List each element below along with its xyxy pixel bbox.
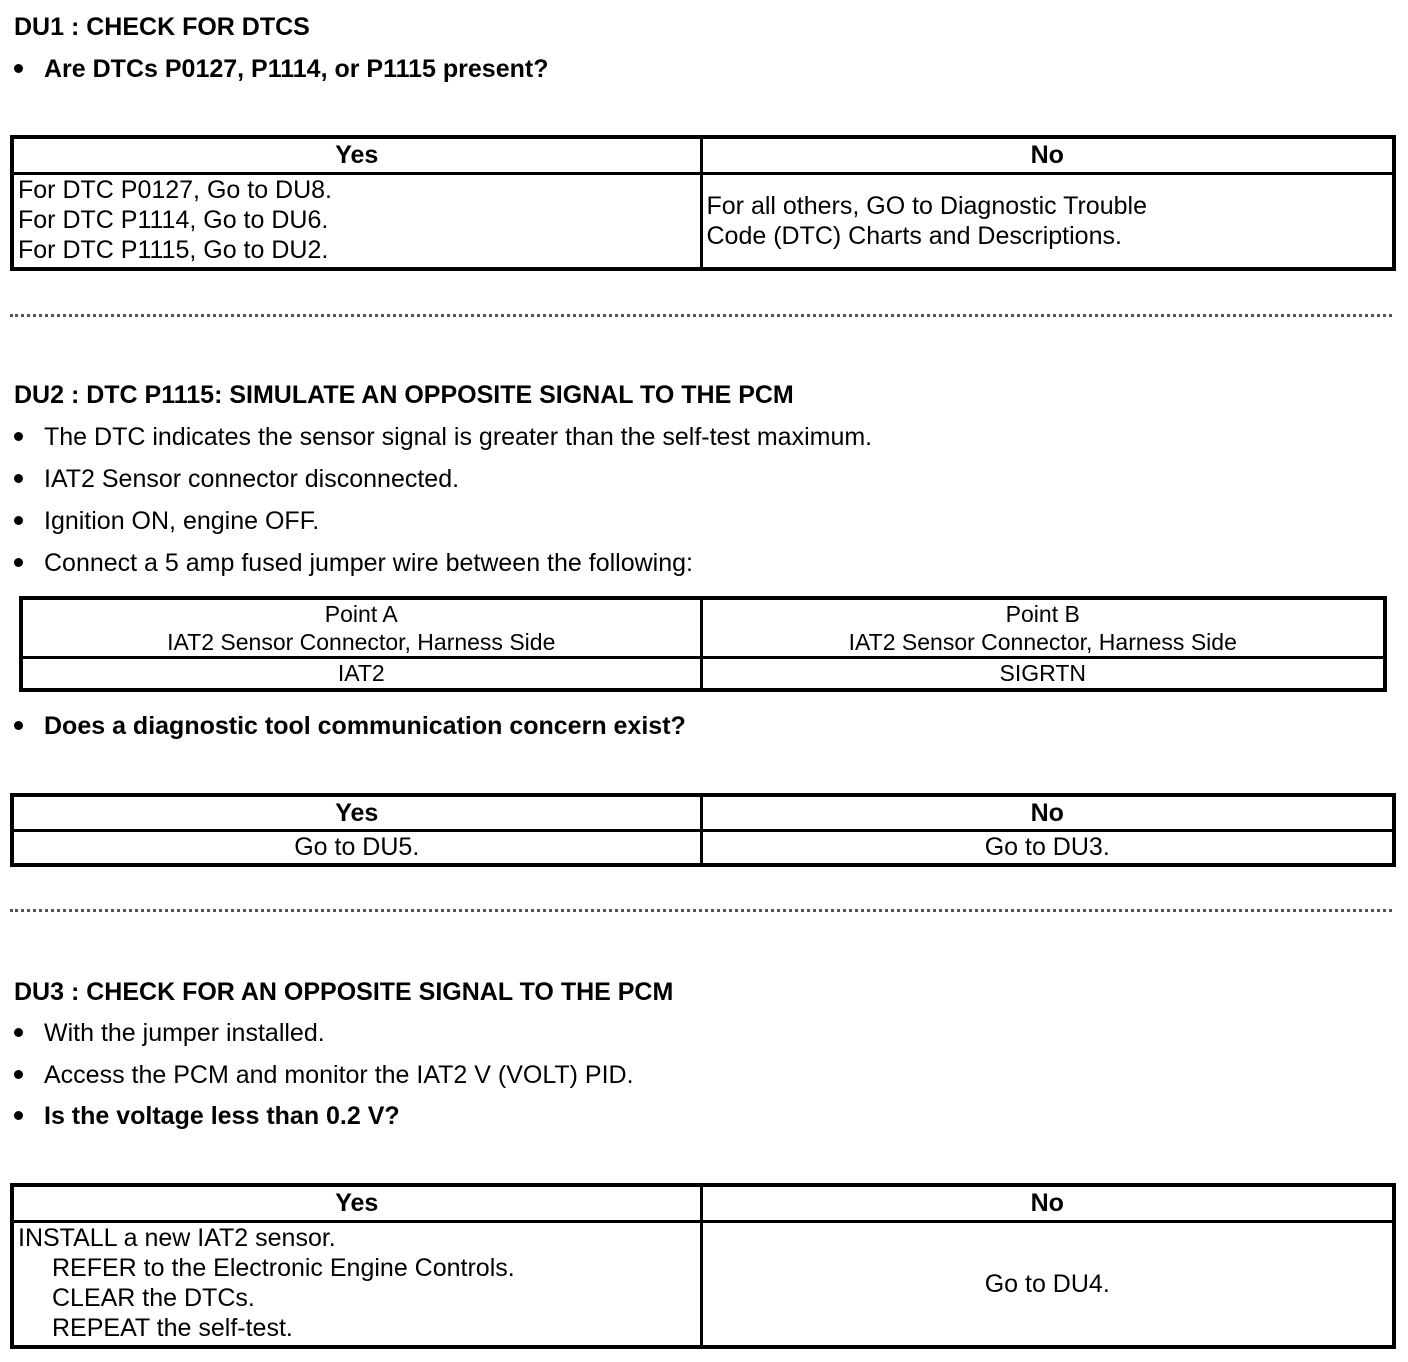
du1-no-line: For all others, GO to Diagnostic Trouble — [706, 191, 1147, 220]
bullet-icon — [14, 1028, 23, 1037]
du2-step — [14, 506, 319, 536]
du2-result-table — [10, 793, 1396, 867]
du3-step — [14, 1018, 325, 1048]
du2-step-text: The DTC indicates the sensor signal is greater than the self-test maximum. — [44, 423, 873, 451]
du1-no-header: No — [701, 137, 1394, 173]
du2-step-text: IAT2 Sensor connector disconnected. — [44, 465, 460, 493]
du2-title: DU2 : DTC P1115: SIMULATE AN OPPOSITE SIGNAL TO THE PCM — [14, 381, 794, 409]
point-b-header-cell — [701, 598, 1385, 658]
bullet-icon — [14, 1070, 23, 1079]
du1-yes-line: For DTC P1114, Go to DU6. — [18, 205, 329, 234]
du3-title: DU3 : CHECK FOR AN OPPOSITE SIGNAL TO THE PCM — [14, 978, 674, 1006]
du1-yes-line: For DTC P1115, Go to DU2. — [18, 235, 329, 264]
point-a-header-cell — [21, 598, 701, 658]
bullet-icon — [14, 1111, 23, 1120]
du2-step — [14, 548, 693, 578]
du3-step-text: Access the PCM and monitor the IAT2 V (VOLT) PID. — [44, 1061, 634, 1089]
du3-yes-line: INSTALL a new IAT2 sensor. — [18, 1223, 336, 1252]
bullet-icon — [14, 432, 23, 441]
du1-question — [14, 54, 548, 84]
du2-no-value: Go to DU3. — [701, 830, 1394, 865]
section-divider — [10, 909, 1392, 912]
bullet-icon — [14, 558, 23, 567]
du1-no-line: Code (DTC) Charts and Descriptions. — [706, 221, 1122, 250]
du3-step — [14, 1060, 634, 1090]
du3-question-text: Is the voltage less than 0.2 V? — [44, 1102, 400, 1130]
du2-points-table — [19, 596, 1387, 692]
du2-question — [14, 711, 686, 741]
du1-title: DU1 : CHECK FOR DTCS — [14, 13, 310, 41]
du1-yes-line: For DTC P0127, Go to DU8. — [18, 175, 333, 204]
du1-yes-cell — [12, 173, 701, 269]
du3-yes-line: REFER to the Electronic Engine Controls. — [52, 1253, 515, 1282]
du1-yes-header: Yes — [12, 137, 701, 173]
point-a-subheader: IAT2 Sensor Connector, Harness Side — [167, 629, 556, 655]
section-divider — [10, 314, 1392, 317]
du3-question — [14, 1101, 400, 1131]
du2-no-header: No — [701, 795, 1394, 830]
du3-no-value: Go to DU4. — [701, 1221, 1394, 1347]
bullet-icon — [14, 516, 23, 525]
bullet-icon — [14, 721, 23, 730]
du2-step-text: Ignition ON, engine OFF. — [44, 507, 320, 535]
du2-step — [14, 422, 872, 452]
du2-step-text: Connect a 5 amp fused jumper wire between the following: — [44, 549, 693, 577]
du3-yes-line: CLEAR the DTCs. — [52, 1283, 255, 1312]
du2-yes-value: Go to DU5. — [12, 830, 701, 865]
du2-step — [14, 464, 459, 494]
du3-result-table — [10, 1183, 1396, 1349]
point-b-value: SIGRTN — [701, 658, 1385, 690]
point-a-header: Point A — [324, 601, 398, 627]
du3-yes-cell — [12, 1221, 701, 1347]
bullet-icon — [14, 64, 23, 73]
du2-question-text: Does a diagnostic tool communication concern exist? — [44, 712, 686, 740]
bullet-icon — [14, 474, 23, 483]
du3-step-text: With the jumper installed. — [44, 1019, 325, 1047]
du3-yes-line: REPEAT the self-test. — [52, 1313, 293, 1342]
du1-no-cell — [701, 173, 1394, 269]
du3-yes-header: Yes — [12, 1185, 701, 1221]
du1-question-text: Are DTCs P0127, P1114, or P1115 present? — [44, 55, 549, 83]
point-b-subheader: IAT2 Sensor Connector, Harness Side — [848, 629, 1237, 655]
point-a-value: IAT2 — [21, 658, 701, 690]
du3-no-header: No — [701, 1185, 1394, 1221]
du2-yes-header: Yes — [12, 795, 701, 830]
du1-result-table — [10, 135, 1396, 271]
point-b-header: Point B — [1005, 601, 1080, 627]
